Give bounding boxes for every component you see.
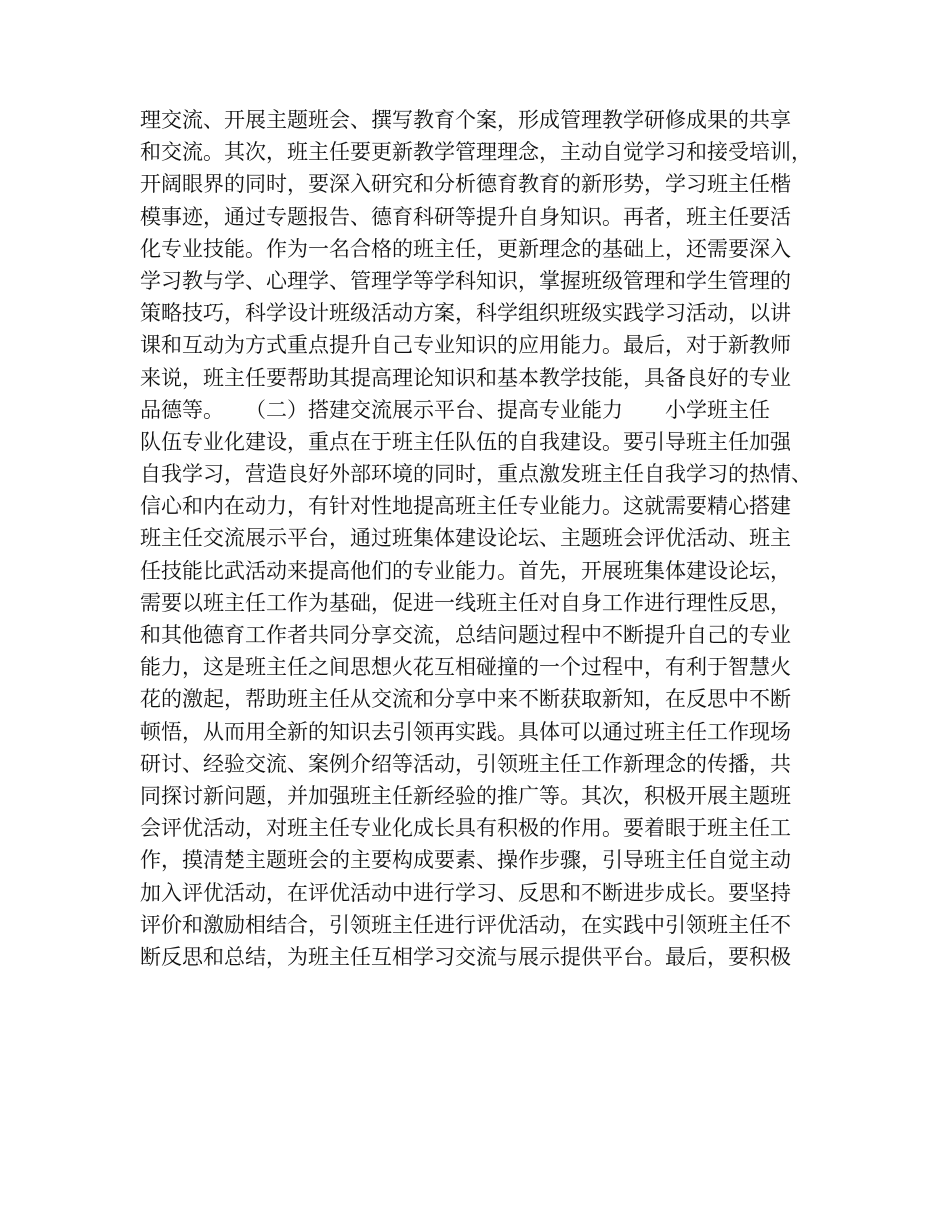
text-line: 自我学习，营造良好外部环境的同时，重点激发班主任自我学习的热情、 [140, 462, 812, 487]
text-line: 断反思和总结，为班主任互相学习交流与展示提供平台。最后，要积极 [140, 944, 791, 969]
text-line: 化专业技能。作为一名合格的班主任，更新理念的基础上，还需要深入 [140, 236, 791, 261]
text-line: 策略技巧，科学设计班级活动方案，科学组织班级实践学习活动，以讲 [140, 301, 791, 326]
text-line: 加入评优活动，在评优活动中进行学习、反思和不断进步成长。要坚持 [140, 880, 791, 905]
text-line: 会评优活动，对班主任专业化成长具有积极的作用。要着眼于班主任工 [140, 816, 791, 841]
text-line: 评价和激励相结合，引领班主任进行评优活动，在实践中引领班主任不 [140, 912, 791, 937]
text-line: 学习教与学、心理学、管理学等学科知识，掌握班级管理和学生管理的 [140, 268, 791, 293]
text-line: 花的激起，帮助班主任从交流和分享中来不断获取新知，在反思中不断 [140, 687, 791, 712]
text-line: 和交流。其次，班主任要更新教学管理理念，主动自觉学习和接受培训， [140, 140, 812, 165]
text-line: 模事迹，通过专题报告、德育科研等提升自身知识。再者，班主任要活 [140, 204, 791, 229]
body-text [140, 104, 820, 973]
text-line: 能力，这是班主任之间思想火花互相碰撞的一个过程中，有利于智慧火 [140, 655, 791, 680]
text-line: 顿悟，从而用全新的知识去引领再实践。具体可以通过班主任工作现场 [140, 719, 791, 744]
text-line: 开阔眼界的同时，要深入研究和分析德育教育的新形势，学习班主任楷 [140, 172, 791, 197]
text-line: 和其他德育工作者共同分享交流，总结问题过程中不断提升自己的专业 [140, 623, 791, 647]
text-line: 品德等。 （二）搭建交流展示平台、提高专业能力 小学班主任 [140, 397, 770, 422]
text-line: 研讨、经验交流、案例介绍等活动，引领班主任工作新理念的传播，共 [140, 751, 791, 776]
text-line: 理交流、开展主题班会、撰写教育个案，形成管理教学研修成果的共享 [140, 108, 791, 132]
text-line: 课和互动为方式重点提升自己专业知识的应用能力。最后，对于新教师 [140, 333, 791, 358]
text-line: 任技能比武活动来提高他们的专业能力。首先，开展班集体建设论坛， [140, 558, 791, 583]
text-line: 队伍专业化建设，重点在于班主任队伍的自我建设。要引导班主任加强 [140, 429, 791, 454]
text-line: 作，摸清楚主题班会的主要构成要素、操作步骤，引导班主任自觉主动 [140, 848, 791, 873]
text-line: 信心和内在动力，有针对性地提高班主任专业能力。这就需要精心搭建 [140, 494, 791, 519]
text-line: 来说，班主任要帮助其提高理论知识和基本教学技能，具备良好的专业 [140, 365, 791, 390]
text-line: 班主任交流展示平台，通过班集体建设论坛、主题班会评优活动、班主 [140, 526, 791, 551]
text-line: 需要以班主任工作为基础，促进一线班主任对自身工作进行理性反思， [140, 590, 791, 615]
text-line: 同探讨新问题，并加强班主任新经验的推广等。其次，积极开展主题班 [140, 783, 791, 808]
